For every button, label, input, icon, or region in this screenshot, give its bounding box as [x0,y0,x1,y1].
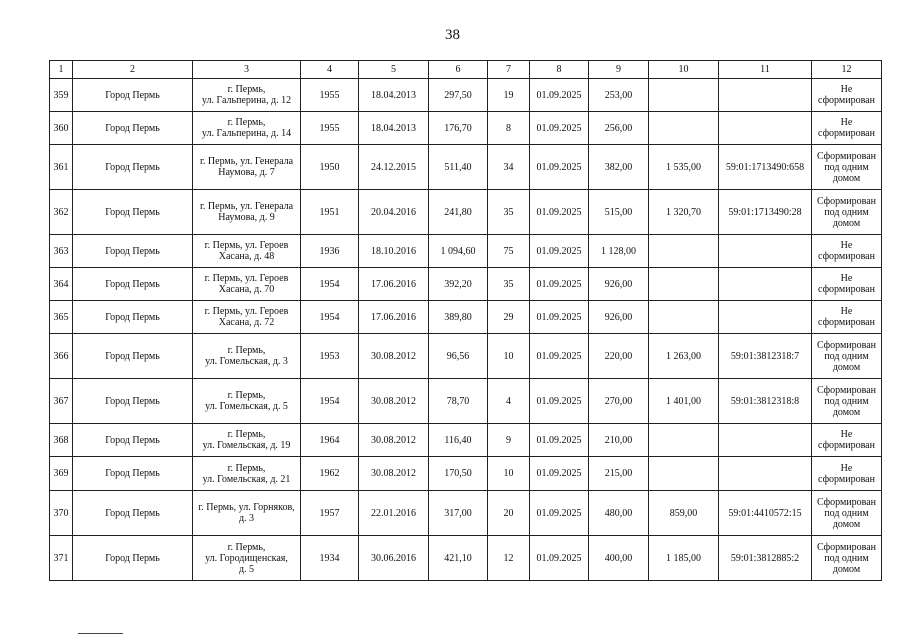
area-cell: 511,40 [429,145,488,190]
deadline-cell: 01.09.2025 [530,424,589,457]
municipality-cell: Город Пермь [73,268,193,301]
count-cell: 35 [488,190,530,235]
value-cell: 1 128,00 [589,235,649,268]
value-cell: 210,00 [589,424,649,457]
municipality-cell: Город Пермь [73,536,193,581]
table-row [50,424,882,457]
land-area-cell: 1 185,00 [649,536,719,581]
cadastral-number-cell [719,112,812,145]
table-row [50,79,882,112]
date-cell: 20.04.2016 [359,190,429,235]
count-cell: 10 [488,334,530,379]
cadastral-number-cell [719,268,812,301]
area-cell: 317,00 [429,491,488,536]
area-cell: 96,56 [429,334,488,379]
status-cell: Не сформирован [812,301,882,334]
table-row [50,536,882,581]
column-header: 9 [589,61,649,79]
municipality-cell: Город Пермь [73,79,193,112]
column-header: 6 [429,61,488,79]
value-cell: 515,00 [589,190,649,235]
municipality-cell: Город Пермь [73,145,193,190]
table-row [50,379,882,424]
area-cell: 170,50 [429,457,488,491]
land-area-cell [649,424,719,457]
count-cell: 10 [488,457,530,491]
value-cell: 253,00 [589,79,649,112]
row-number: 366 [50,334,73,379]
municipality-cell: Город Пермь [73,334,193,379]
cadastral-number-cell [719,79,812,112]
cadastral-number-cell: 59:01:1713490:28 [719,190,812,235]
row-number: 362 [50,190,73,235]
municipality-cell: Город Пермь [73,112,193,145]
row-number: 369 [50,457,73,491]
year-cell: 1954 [301,379,359,424]
table-row [50,235,882,268]
municipality-cell: Город Пермь [73,491,193,536]
count-cell: 35 [488,268,530,301]
value-cell: 270,00 [589,379,649,424]
status-cell: Не сформирован [812,112,882,145]
date-cell: 30.08.2012 [359,424,429,457]
date-cell: 18.10.2016 [359,235,429,268]
address-cell: г. Пермь, ул. Гомельская, д. 3 [193,334,301,379]
address-cell: г. Пермь, ул. Горняков, д. 3 [193,491,301,536]
area-cell: 1 094,60 [429,235,488,268]
date-cell: 18.04.2013 [359,112,429,145]
address-cell: г. Пермь, ул. Городищенская, д. 5 [193,536,301,581]
column-header: 2 [73,61,193,79]
cadastral-number-cell: 59:01:4410572:15 [719,491,812,536]
land-area-cell: 1 401,00 [649,379,719,424]
row-number: 370 [50,491,73,536]
year-cell: 1964 [301,424,359,457]
row-number: 367 [50,379,73,424]
deadline-cell: 01.09.2025 [530,79,589,112]
date-cell: 22.01.2016 [359,491,429,536]
municipality-cell: Город Пермь [73,457,193,491]
land-area-cell: 1 320,70 [649,190,719,235]
land-area-cell [649,301,719,334]
cadastral-number-cell: 59:01:3812318:7 [719,334,812,379]
year-cell: 1957 [301,491,359,536]
status-cell: Не сформирован [812,424,882,457]
count-cell: 34 [488,145,530,190]
area-cell: 392,20 [429,268,488,301]
address-cell: г. Пермь, ул. Гомельская, д. 5 [193,379,301,424]
deadline-cell: 01.09.2025 [530,536,589,581]
status-cell: Не сформирован [812,79,882,112]
address-cell: г. Пермь, ул. Гомельская, д. 19 [193,424,301,457]
cadastral-number-cell: 59:01:3812318:8 [719,379,812,424]
land-area-cell: 859,00 [649,491,719,536]
year-cell: 1936 [301,235,359,268]
table-row [50,457,882,491]
deadline-cell: 01.09.2025 [530,457,589,491]
year-cell: 1934 [301,536,359,581]
status-cell: Сформирован под одним домом [812,145,882,190]
status-cell: Сформирован под одним домом [812,190,882,235]
cadastral-number-cell [719,424,812,457]
row-number: 359 [50,79,73,112]
value-cell: 400,00 [589,536,649,581]
column-header: 12 [812,61,882,79]
address-cell: г. Пермь, ул. Героев Хасана, д. 70 [193,268,301,301]
column-header: 11 [719,61,812,79]
value-cell: 215,00 [589,457,649,491]
area-cell: 297,50 [429,79,488,112]
land-area-cell [649,268,719,301]
address-cell: г. Пермь, ул. Героев Хасана, д. 72 [193,301,301,334]
status-cell: Не сформирован [812,457,882,491]
area-cell: 78,70 [429,379,488,424]
status-cell: Не сформирован [812,235,882,268]
cadastral-number-cell [719,457,812,491]
table-row [50,334,882,379]
date-cell: 17.06.2016 [359,268,429,301]
row-number: 361 [50,145,73,190]
deadline-cell: 01.09.2025 [530,379,589,424]
municipality-cell: Город Пермь [73,235,193,268]
table-row [50,268,882,301]
row-number: 368 [50,424,73,457]
year-cell: 1955 [301,79,359,112]
date-cell: 30.06.2016 [359,536,429,581]
municipality-cell: Город Пермь [73,190,193,235]
column-header: 10 [649,61,719,79]
cadastral-number-cell [719,301,812,334]
deadline-cell: 01.09.2025 [530,190,589,235]
value-cell: 220,00 [589,334,649,379]
count-cell: 29 [488,301,530,334]
land-area-cell: 1 535,00 [649,145,719,190]
status-cell: Сформирован под одним домом [812,491,882,536]
row-number: 365 [50,301,73,334]
year-cell: 1954 [301,268,359,301]
deadline-cell: 01.09.2025 [530,145,589,190]
cadastral-number-cell [719,235,812,268]
area-cell: 421,10 [429,536,488,581]
count-cell: 20 [488,491,530,536]
deadline-cell: 01.09.2025 [530,235,589,268]
table-row [50,491,882,536]
value-cell: 382,00 [589,145,649,190]
status-cell: Сформирован под одним домом [812,536,882,581]
value-cell: 926,00 [589,268,649,301]
date-cell: 30.08.2012 [359,379,429,424]
deadline-cell: 01.09.2025 [530,301,589,334]
value-cell: 256,00 [589,112,649,145]
municipality-cell: Город Пермь [73,424,193,457]
area-cell: 389,80 [429,301,488,334]
cadastral-number-cell: 59:01:3812885:2 [719,536,812,581]
address-cell: г. Пермь, ул. Гальперина, д. 12 [193,79,301,112]
column-header: 5 [359,61,429,79]
value-cell: 480,00 [589,491,649,536]
year-cell: 1953 [301,334,359,379]
year-cell: 1954 [301,301,359,334]
cadastral-number-cell: 59:01:1713490:658 [719,145,812,190]
deadline-cell: 01.09.2025 [530,112,589,145]
table-row [50,190,882,235]
column-header: 3 [193,61,301,79]
table-row [50,301,882,334]
count-cell: 19 [488,79,530,112]
address-cell: г. Пермь, ул. Генерала Наумова, д. 9 [193,190,301,235]
value-cell: 926,00 [589,301,649,334]
footnote-divider [78,633,123,634]
year-cell: 1950 [301,145,359,190]
column-header: 8 [530,61,589,79]
date-cell: 18.04.2013 [359,79,429,112]
row-number: 371 [50,536,73,581]
status-cell: Не сформирован [812,268,882,301]
deadline-cell: 01.09.2025 [530,491,589,536]
deadline-cell: 01.09.2025 [530,268,589,301]
area-cell: 241,80 [429,190,488,235]
count-cell: 75 [488,235,530,268]
count-cell: 12 [488,536,530,581]
deadline-cell: 01.09.2025 [530,334,589,379]
area-cell: 116,40 [429,424,488,457]
row-number: 363 [50,235,73,268]
area-cell: 176,70 [429,112,488,145]
date-cell: 24.12.2015 [359,145,429,190]
header-row [50,61,882,79]
status-cell: Сформирован под одним домом [812,379,882,424]
address-cell: г. Пермь, ул. Гальперина, д. 14 [193,112,301,145]
land-area-cell [649,79,719,112]
land-area-cell: 1 263,00 [649,334,719,379]
table-row [50,112,882,145]
count-cell: 4 [488,379,530,424]
year-cell: 1962 [301,457,359,491]
column-header: 4 [301,61,359,79]
page-number: 38 [445,27,460,43]
address-cell: г. Пермь, ул. Гомельская, д. 21 [193,457,301,491]
date-cell: 30.08.2012 [359,334,429,379]
date-cell: 30.08.2012 [359,457,429,491]
land-area-cell [649,457,719,491]
municipality-cell: Город Пермь [73,379,193,424]
row-number: 364 [50,268,73,301]
column-header: 7 [488,61,530,79]
address-cell: г. Пермь, ул. Героев Хасана, д. 48 [193,235,301,268]
count-cell: 8 [488,112,530,145]
count-cell: 9 [488,424,530,457]
address-cell: г. Пермь, ул. Генерала Наумова, д. 7 [193,145,301,190]
column-header: 1 [50,61,73,79]
land-area-cell [649,235,719,268]
year-cell: 1951 [301,190,359,235]
table-row [50,145,882,190]
year-cell: 1955 [301,112,359,145]
land-area-cell [649,112,719,145]
date-cell: 17.06.2016 [359,301,429,334]
housing-registry-table [49,60,882,581]
row-number: 360 [50,112,73,145]
municipality-cell: Город Пермь [73,301,193,334]
status-cell: Сформирован под одним домом [812,334,882,379]
